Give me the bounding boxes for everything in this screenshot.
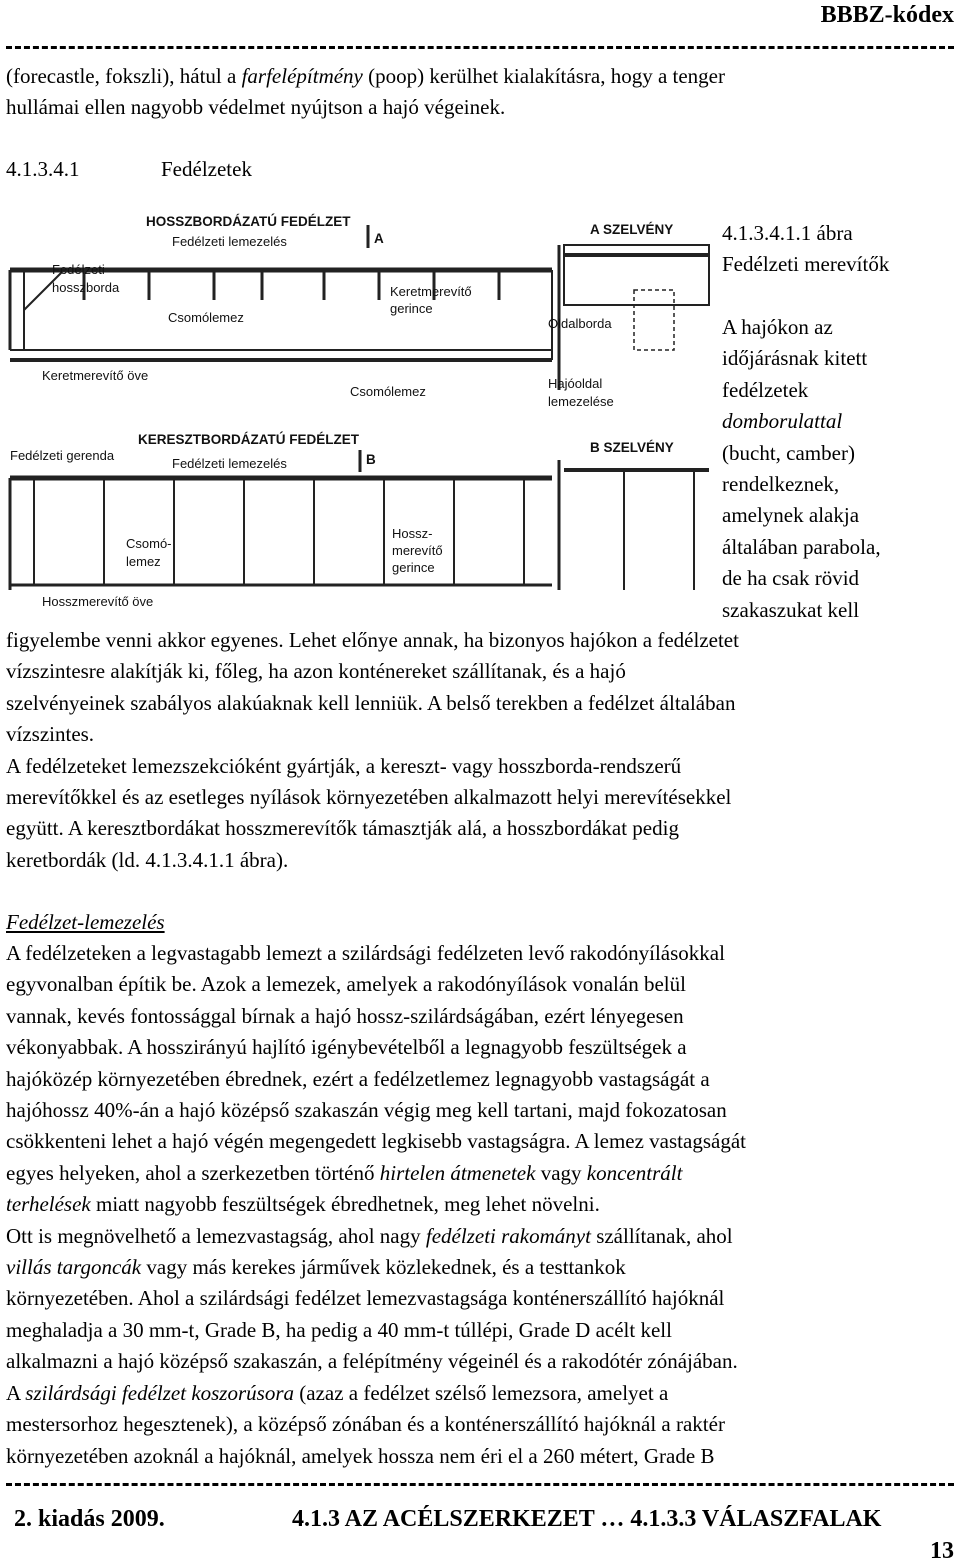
label-fedelzeti-hosszborda-1: Fedélzeti <box>52 262 105 277</box>
side-text-line: de ha csak rövid <box>722 566 860 591</box>
intro-paragraph <box>6 61 956 124</box>
page-number: 13 <box>930 1538 954 1564</box>
text-segment: miatt nagyobb feszültségek ébredhetnek, meg lehet növelni. <box>90 1192 600 1217</box>
section-a-dashed <box>634 290 674 350</box>
paragraph-2-line <box>6 1409 958 1440</box>
paragraph-1-line: A fedélzeteket lemezszekcióként gyártják, a kereszt- vagy hosszborda-rendszerű <box>6 753 682 778</box>
label-fedelzeti-gerenda: Fedélzeti gerenda <box>10 448 115 463</box>
text-segment: csökkenteni lehet a hajó végén megengedett legkisebb vastagságra. A lemez vastagságát <box>6 1129 746 1154</box>
label-hossz-2: merevítő <box>392 543 443 558</box>
section-title: Fedélzetek <box>161 157 252 181</box>
text-segment: Ott is megnövelhető a lemezvastagság, ahol nagy <box>6 1223 426 1248</box>
label-csomolemez-1: Csomólemez <box>168 310 244 325</box>
deck-stiffeners-figure <box>4 210 710 620</box>
paragraph-2 <box>6 938 958 1472</box>
paragraph-2-line <box>6 1032 958 1063</box>
paragraph-2-line <box>6 1095 958 1126</box>
side-text-line: (bucht, camber) <box>722 440 855 465</box>
text-segment: vagy más kerekes járművek közlekednek, és a testtankok <box>141 1255 626 1280</box>
text-segment: szállítanak, ahol <box>590 1223 733 1248</box>
figure-title: Fedélzeti merevítők <box>722 252 890 276</box>
text-segment: egyvonalban építik be. Azok a lemezek, amelyek a rakodónyílások vonalán belül <box>6 972 686 997</box>
intro-line-2: hullámai ellen nagyobb védelmet nyújtson a hajó végeinek. <box>6 95 506 120</box>
beams-bottom <box>34 478 524 585</box>
label-keretmerevito-ove: Keretmerevítő öve <box>42 368 149 383</box>
paragraph-2-line <box>6 1252 958 1283</box>
paragraph-2-line <box>6 1001 958 1032</box>
text-segment: A <box>6 1380 26 1405</box>
paragraph-2-line <box>6 1221 958 1252</box>
paragraph-2-line <box>6 1126 958 1157</box>
paragraph-1-line: együtt. A keresztbordákat hosszmerevítők támasztják alá, a hosszbordákat pedig <box>6 816 679 841</box>
side-text-line: szakaszukat kell <box>722 597 860 622</box>
label-b-szelveny: B SZELVÉNY <box>590 440 674 455</box>
label-hosszbordazatu: HOSSZBORDÁZATÚ FEDÉLZET <box>146 214 351 229</box>
side-text-line: fedélzetek <box>722 377 809 402</box>
side-text-line: domborulattal <box>722 409 843 434</box>
paragraph-1-line: merevítőkkel és az esetleges nyílások környezetében alkalmazott helyi merevítésekkel <box>6 785 732 810</box>
text-segment: vagy <box>535 1160 587 1185</box>
paragraph-1-line: keretbordák (ld. 4.1.3.4.1.1 ábra). <box>6 847 289 872</box>
italic-text: hirtelen átmenetek <box>379 1160 536 1185</box>
label-csomo-2: lemez <box>126 554 161 569</box>
paragraph-2-line <box>6 1378 958 1409</box>
paragraph-2-line <box>6 1158 958 1189</box>
paragraph-2-line <box>6 1441 958 1472</box>
transverse-deck-drawing <box>10 478 552 590</box>
text-segment: hajóhossz 40%-án a hajó középső szakaszán végig meg kell tartani, majd fokozatosan <box>6 1098 727 1123</box>
label-hosszmerevito-ove: Hosszmerevítő öve <box>42 594 154 609</box>
label-oldalborda: Oldalborda <box>548 316 612 331</box>
paragraph-2-line <box>6 1346 958 1377</box>
text-segment: (azaz a fedélzet szélső lemezsora, amelyet a <box>294 1380 669 1405</box>
side-text-line: amelynek alakja <box>722 503 860 528</box>
label-hossz-1: Hossz- <box>392 526 433 541</box>
italic-text: fedélzeti rakományt <box>425 1223 591 1248</box>
header-divider <box>6 46 954 49</box>
paragraph-2-line <box>6 969 958 1000</box>
italic-text: terhelések <box>6 1192 91 1217</box>
paragraph-2-line <box>6 1064 958 1095</box>
document-code: BBBZ-kódex <box>820 2 954 28</box>
paragraph-2-line <box>6 1315 958 1346</box>
paragraph-2-line <box>6 1283 958 1314</box>
paragraph-1-line: vízszintes. <box>6 722 95 747</box>
figure-side-text <box>722 312 957 626</box>
text-segment: vannak, kevés fontossággal bírnak a hajó hossz-szilárdságában, ezért lényegesen <box>6 1003 684 1028</box>
subheading: Fedélzet-lemezelés <box>6 910 165 934</box>
side-text-line: A hajókon az <box>722 315 833 339</box>
text-segment: mestersorhoz hegesztenek), a középső zónában és a konténerszállító hajóknál a raktér <box>6 1412 725 1437</box>
side-text-line: időjárásnak kitett <box>722 346 868 371</box>
italic-text: koncentrált <box>586 1160 683 1185</box>
text-segment: környezetében azoknál a hajóknál, amelyek hossza nem éri el a 260 métert, Grade B <box>6 1443 715 1468</box>
paragraph-1 <box>6 625 956 876</box>
label-fedelzeti-hosszborda-2: hosszborda <box>52 280 120 295</box>
label-a-marker: A <box>374 231 384 246</box>
footer-chapter: 4.1.3 AZ ACÉLSZERKEZET … 4.1.3.3 VÁLASZFALAK <box>292 1506 882 1532</box>
paragraph-1-line: szelvényeinek szabályos alakúaknak kell lenniük. A belső terekben a fedélzet általában <box>6 690 736 715</box>
section-number: 4.1.3.4.1 <box>6 157 80 181</box>
label-keretmerevito-gerince-1: Keretmerevítő <box>390 284 472 299</box>
label-csomo-1: Csomó- <box>126 536 172 551</box>
text-segment: környezetében. Ahol a szilárdsági fedélzet lemezvastagsága konténerszállító hajóknál <box>6 1286 725 1311</box>
text-segment: meghaladja a 30 mm-t, Grade B, ha pedig a 40 mm-t túllépi, Grade D acélt kell <box>6 1317 672 1342</box>
text-segment: vékonyabbak. A hosszirányú hajlító igénybevételből a legnagyobb feszültségek a <box>6 1035 687 1060</box>
italic-text: villás targoncák <box>6 1255 142 1280</box>
label-fedelzeti-lemezeles-1: Fedélzeti lemezelés <box>172 234 287 249</box>
paragraph-2-line <box>6 938 958 969</box>
footer-edition: 2. kiadás 2009. <box>14 1506 165 1532</box>
label-a-szelveny: A SZELVÉNY <box>590 222 674 237</box>
italic-text: szilárdsági fedélzet koszorúsora <box>25 1380 294 1405</box>
footer-divider <box>6 1483 954 1486</box>
text-segment: A fedélzeteken a legvastagabb lemezt a szilárdsági fedélzeten levő rakodónyílásokkal <box>6 941 725 965</box>
label-fedelzeti-lemezeles-2: Fedélzeti lemezelés <box>172 456 287 471</box>
label-hajooldal-2: lemezelése <box>548 394 614 409</box>
side-text-line: általában parabola, <box>722 534 881 559</box>
text-segment: alkalmazni a hajó középső szakaszán, a felépítmény végeinél és a rakodótér zónájában. <box>6 1349 738 1374</box>
figure-number: 4.1.3.4.1.1 ábra <box>722 221 853 245</box>
label-csomolemez-2: Csomólemez <box>350 384 426 399</box>
intro-line-1: (forecastle, fokszli), hátul a farfelépítmény (poop) kerülhet kialakításra, hogy a tenger <box>6 64 725 88</box>
label-keresztbordazatu: KERESZTBORDÁZATÚ FEDÉLZET <box>138 432 359 447</box>
paragraph-1-line: figyelembe venni akkor egyenes. Lehet előnye annak, ha bizonyos hajókon a fedélzetet <box>6 628 739 652</box>
paragraph-1-line: vízszintesre alakítják ki, főleg, ha azon konténereket szállítanak, és a hajó <box>6 659 626 684</box>
label-hajooldal-1: Hajóoldal <box>548 376 603 391</box>
text-segment: hajóközép környezetében ébrednek, ezért a fedélzetlemez legnagyobb vastagságát a <box>6 1066 710 1091</box>
paragraph-2-line <box>6 1189 958 1220</box>
label-keretmerevito-gerince-2: gerince <box>390 301 433 316</box>
text-segment: egyes helyeken, ahol a szerkezetben történő <box>6 1160 380 1185</box>
label-hossz-3: gerince <box>392 560 435 575</box>
label-b-marker: B <box>366 452 376 467</box>
section-b-drawing <box>559 460 709 590</box>
side-text-line: rendelkeznek, <box>722 472 840 497</box>
